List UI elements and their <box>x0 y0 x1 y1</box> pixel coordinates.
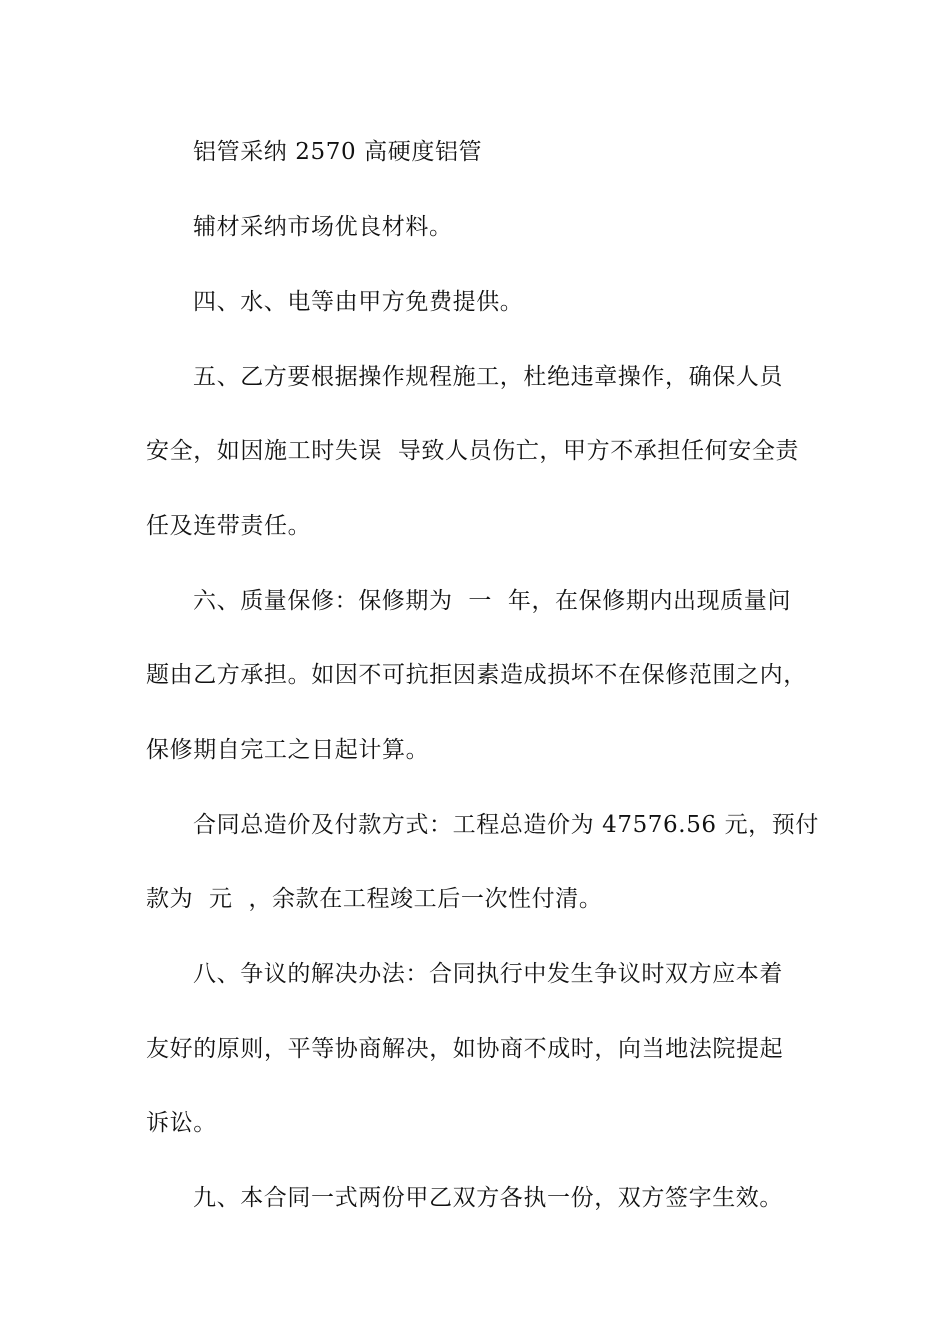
clause-5-line-1: 五、乙方要根据操作规程施工，杜绝违章操作，确保人员 <box>193 364 783 390</box>
clause-5-line-2: 安全，如因施工时失误 导致人员伤亡，甲方不承担任何安全责 <box>146 438 800 464</box>
clause-8-line-1: 八、争议的解决办法：合同执行中发生争议时双方应本着 <box>193 961 783 987</box>
clause-6-line-1: 六、质量保修：保修期为 一 年，在保修期内出现质量问 <box>193 588 792 614</box>
clause-5-line-3: 任及连带责任。 <box>146 513 312 539</box>
contract-price-line-1: 合同总造价及付款方式：工程总造价为 47576.56 元，预付 <box>193 812 819 838</box>
clause-8-line-3: 诉讼。 <box>146 1110 217 1136</box>
clause-8-line-2: 友好的原则，平等协商解决，如协商不成时，向当地法院提起 <box>146 1036 784 1062</box>
clause-4-water-electricity: 四、水、电等由甲方免费提供。 <box>193 289 524 315</box>
contract-price-line-2: 款为 元 ，余款在工程竣工后一次性付清。 <box>146 886 603 912</box>
clause-6-line-3: 保修期自完工之日起计算。 <box>146 737 430 763</box>
clause-9-copies: 九、本合同一式两份甲乙双方各执一份，双方签字生效。 <box>193 1185 783 1211</box>
text-line-aluminum-tube: 铝管采纳 2570 高硬度铝管 <box>193 139 483 165</box>
text-line-auxiliary-materials: 辅材采纳市场优良材料。 <box>193 214 453 240</box>
clause-6-line-2: 题由乙方承担。如因不可抗拒因素造成损坏不在保修范围之内， <box>146 662 807 688</box>
